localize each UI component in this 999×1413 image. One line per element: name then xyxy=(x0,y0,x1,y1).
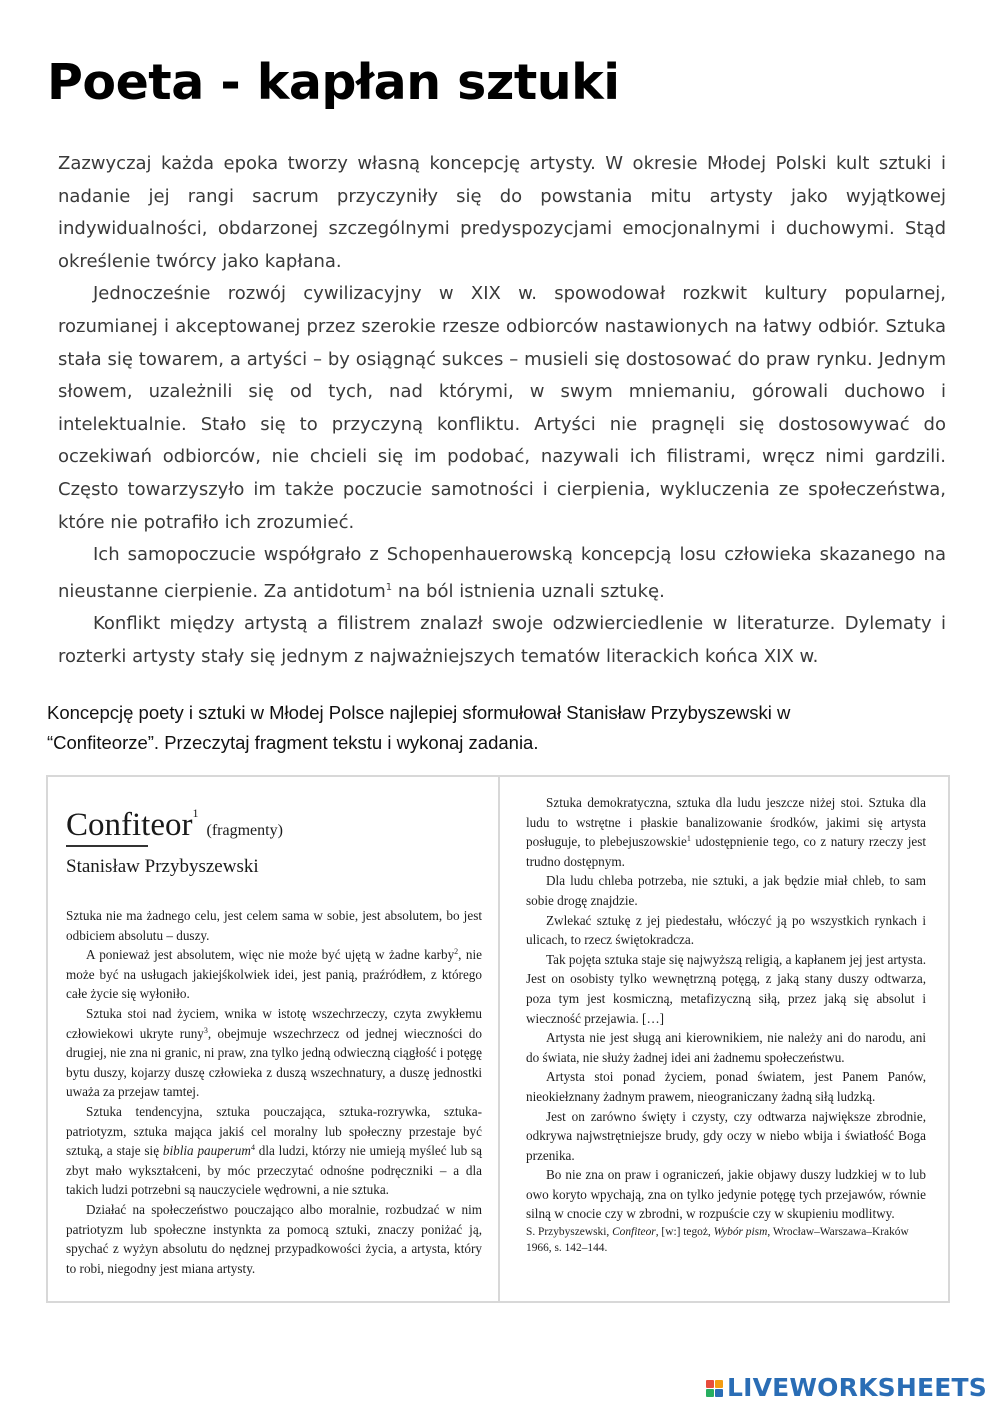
excerpt-paragraph: Tak pojęta sztuka staje się najwyższą religią, a kapłanem jej jest artysta. Jest on osobisty tylko wewnętrzną potęgą, z jaką stany duszy odtwarza, poza tym jest kosmiczną, metafizyczną siłą, przez jaką się absolut i wieczność przejawia. […] xyxy=(526,951,926,1026)
excerpt-source: S. Przybyszewski, Confiteor, [w:] tegoż, Wybór pism, Wrocław–Warszawa–Kraków 1966, s. 142–144. xyxy=(526,1226,909,1255)
excerpt-right-column xyxy=(526,793,926,1256)
task-instruction xyxy=(47,698,947,758)
excerpt-paragraph: Zwlekać sztukę z jej piedestału, włóczyć ją po wszystkich rynkach i ulicach, to rzecz świętokradcza. xyxy=(526,912,926,948)
excerpt-paragraph: Artysta nie jest sługą ani kierownikiem, nie należy ani do narodu, ani do świata, nie służy żadnej idei ani żadnemu społeczeństwu. xyxy=(526,1030,926,1065)
excerpt-paragraph: A ponieważ jest absolutem, więc nie może być ujętą w żadne karby$^2$, nie może być na usługach jakiejśkolwiek idei, jest panią, praźródłem, z którego całe życie się wyłoniło. xyxy=(66,947,482,1002)
title-rule xyxy=(66,845,148,847)
intro-text xyxy=(58,148,946,674)
intro-paragraph-1: Zazwyczaj każda epoka tworzy własną koncepcję artysty. W okresie Młodej Polski kult sztuki i nadanie jej rangi sacrum przyczyniły się do powstania mitu artysty jako wyjątkowej indywidualności, obdarzonej szczególnymi predyspozycjami emocjonalnymi i duchowymi. Stąd określenie twórcy jako kapłana. xyxy=(58,153,946,272)
excerpt-author: Stanisław Przybyszewski xyxy=(66,856,259,877)
excerpt-paragraph: Sztuka tendencyjna, sztuka pouczająca, sztuka-rozrywka, sztuka-patriotyzm, sztuka mająca jakiś cel moralny lub społeczny przestaje być sztuką, a staje się biblia pauperum$^4$ dla ludzi, którzy nie umieją myśleć lub są zbyt mało wykształceni, by móc przeczytać odnośne podręczniki – a dla takich ludzi potrzebni są nauczyciele wędrowni, a nie sztuka. xyxy=(66,1103,483,1198)
excerpt-left-column xyxy=(66,906,482,1278)
task-instruction-line-1: Koncepcję poety i sztuki w Młodej Polsce najlepiej sformułował Stanisław Przybyszewski w xyxy=(47,702,791,723)
excerpt-paragraph: Sztuka demokratyczna, sztuka dla ludu jeszcze niżej stoi. Sztuka dla ludu to wstrętne i płaskie banalizowanie środków, jakimi się artysta posługuje, to plebejuszowskie$^1$ udostępnienie tego, co z natury rzeczy jest trudno dostępnym. xyxy=(526,795,927,869)
page-title: Poeta - kapłan sztuki xyxy=(47,54,620,111)
intro-paragraph-3: Ich samopoczucie współgrało z Schopenhauerowską koncepcją losu człowieka skazanego na nieustanne cierpienie. Za antidotum$^1$ na ból istnienia uznali sztukę. xyxy=(58,544,946,602)
excerpt-paragraph: Sztuka stoi nad życiem, wnika w istotę wszechrzeczy, czyta zwykłemu człowiekowi ukryte runy$^3$, obejmuje wszechrzecz od jednej wieczności do drugiej, nie zna ni granic, ni praw, zna tylko jedną odwieczną ciągłość i potęgę bytu duszy, kojarzy duszę człowieka z duszą wszechnatury, a duszę jednostki uważa za przejaw tamtej. xyxy=(66,1005,482,1100)
excerpt-paragraph: Bo nie zna on praw i ograniczeń, jakie objawy duszy ludzkiej w to lub owo koryto wpychają, zna on tylko jedynie potęgę tych przejawów, równie silną w cnocie czy w zbrodni, w rozpuście czy w skupieniu modlitwy. xyxy=(526,1167,926,1222)
excerpt-paragraph: Artysta stoi ponad życiem, ponad światem, jest Panem Panów, nieokiełznany żadnym prawem, nieograniczany żadną siłą ludzką. xyxy=(526,1069,926,1104)
excerpt-title: Confiteor$^1$(fragmenty) xyxy=(66,806,283,843)
liveworksheets-logo-icon xyxy=(706,1380,723,1397)
excerpt-paragraph: Sztuka nie ma żadnego celu, jest celem sama w sobie, jest absolutem, bo jest odbiciem absolutu – duszy. xyxy=(66,908,482,943)
brand-text: LIVEWORKSHEETS xyxy=(726,1373,987,1402)
excerpt-paragraph: Dla ludu chleba potrzeba, nie sztuki, a jak będzie miał chleb, to sam sobie drogę znajdzie. xyxy=(526,873,926,908)
excerpt-subtitle: (fragmenty) xyxy=(206,822,283,839)
task-instruction-line-2: “Confiteorze”. Przeczytaj fragment tekstu i wykonaj zadania. xyxy=(47,732,539,753)
intro-paragraph-2: Jednocześnie rozwój cywilizacyjny w XIX w. spowodował rozkwit kultury popularnej, rozumianej i akceptowanej przez szerokie rzesze odbiorców nastawionych na łatwy odbiór. Sztuka stała się towarem, a artyści – by osiągnąć sukces – musieli się dostosować do praw rynku. Jednym słowem, uzależnili się od tych, nad którymi, w swym mniemaniu, górowali duchowo i intelektualnie. Stało się to przyczyną konfliktu. Artyści nie pragnęli się dostosowywać do oczekiwań odbiorców, nie chcieli się im podobać, nazywali ich filistrami, wręcz nimi gardzili. Często towarzyszyło im także poczucie samotności i cierpienia, wykluczenia ze społeczeństwa, które nie potrafiło ich zrozumieć. xyxy=(58,283,946,533)
excerpt-paragraph: Działać na społeczeństwo pouczająco albo moralnie, rozbudzać w nim patriotyzm lub społeczne instynkta za pomocą sztuki, znaczy poniżać ją, spychać z wyżyn absolutu do nędznej przypadkowości życia, a artysta, który to robi, niegodny jest miana artysty. xyxy=(66,1201,482,1276)
intro-paragraph-4: Konflikt między artystą a filistrem znalazł swoje odzwierciedlenie w literaturze. Dylematy i rozterki artysty stały się jednym z najważniejszych tematów literackich końca XIX w. xyxy=(58,613,946,667)
logo-square xyxy=(706,1380,714,1388)
excerpt-paragraph: Jest on zarówno święty i czysty, czy odtwarza największe zbrodnie, odkrywa najwstrętniejsze brudy, gdy oczy w niebo wbija i światłość Boga przenika. xyxy=(526,1108,926,1163)
liveworksheets-brand[interactable] xyxy=(706,1372,987,1404)
logo-square xyxy=(715,1389,723,1397)
logo-square xyxy=(715,1380,723,1388)
logo-square xyxy=(706,1389,714,1397)
column-divider xyxy=(498,775,500,1303)
